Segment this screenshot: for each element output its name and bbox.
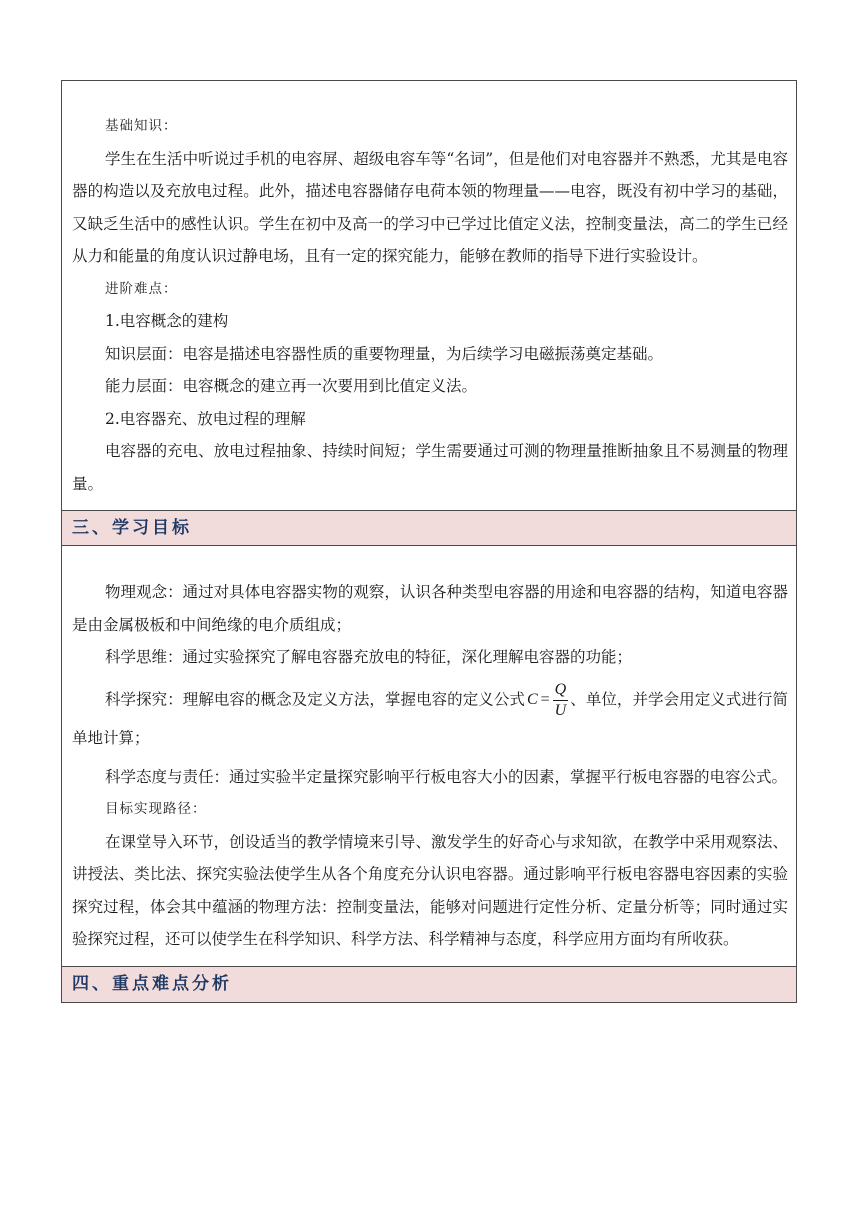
basic-knowledge-heading: 基础知识：: [105, 118, 178, 134]
formula-fraction: [553, 680, 569, 721]
goal-inquiry-text-before: 科学探究：理解电容的概念及定义方法，掌握电容的定义公式: [105, 690, 525, 708]
goal-path-paragraph: 在课堂导入环节，创设适当的教学情境来引导、激发学生的好奇心与求知欲，在教学中采用观察法、讲授法、类比法、探究实验法使学生从各个角度充分认识电容器。通过影响平行板电容器电容因素的实验探究过程，体会其中蕴涵的物理方法：控制变量法，能够对问题进行定性分析、定量分析等；同时通过实验探究过程，还可以使学生在科学知识、科学方法、科学精神与态度，科学应用方面均有所收获。: [72, 832, 788, 948]
learning-goals-cell: [62, 546, 796, 967]
goal-physics-concept: 物理观念：通过对具体电容器实物的观察，认识各种类型电容器的用途和电容器的结构，知道电容器是由金属极板和中间绝缘的电介质组成；: [72, 583, 788, 634]
capacitance-formula: [527, 680, 568, 721]
section-4-header: 四、重点难点分析: [62, 967, 796, 1002]
basic-knowledge-paragraph: 学生在生活中听说过手机的电容屏、超级电容车等“名词”，但是他们对电容器并不熟悉，尤其是电容器的构造以及充放电过程。此外，描述电容器储存电荷本领的物理量——电容，既没有初中学习的基础，又缺乏生活中的感性认识。学生在初中及高一的学习中已学过比值定义法，控制变量法，高二的学生已经从力和能量的角度认识过静电场，且有一定的探究能力，能够在教师的指导下进行实验设计。: [72, 149, 788, 265]
difficulty-1-knowledge: 知识层面：电容是描述电容器性质的重要物理量，为后续学习电磁振荡奠定基础。: [105, 344, 664, 363]
formula-equals: =: [540, 691, 550, 708]
difficulty-1-title: 1.电容概念的建构: [105, 312, 229, 330]
advanced-difficulties-heading: 进阶难点：: [105, 280, 178, 297]
lesson-plan-table: [61, 80, 797, 1003]
formula-numerator: Q: [553, 680, 569, 701]
formula-denominator: U: [554, 701, 567, 719]
goal-inquiry-text-after: 、单位，并学会用定义式进行简单地计算；: [72, 690, 788, 747]
difficulty-2-text: 电容器的充电、放电过程抽象、持续时间短；学生需要通过可测的物理量推断抽象且不易测量的物理量。: [72, 442, 788, 493]
goal-scientific-inquiry: [72, 674, 788, 761]
formula-lhs: C: [526, 691, 538, 708]
goal-path-heading: 目标实现路径：: [105, 801, 207, 817]
goal-scientific-attitude: 科学态度与责任：通过实验半定量探究影响平行板电容大小的因素，掌握平行板电容器的电容公式。: [105, 767, 788, 786]
goal-scientific-thinking: 科学思维：通过实验探究了解电容器充放电的特征，深化理解电容器的功能；: [105, 648, 633, 666]
section-3-header: 三、学习目标: [62, 511, 796, 546]
difficulty-2-title: 2.电容器充、放电过程的理解: [105, 409, 306, 428]
student-analysis-cell: [62, 81, 796, 511]
difficulty-1-ability: 能力层面：电容概念的建立再一次要用到比值定义法。: [105, 377, 478, 395]
